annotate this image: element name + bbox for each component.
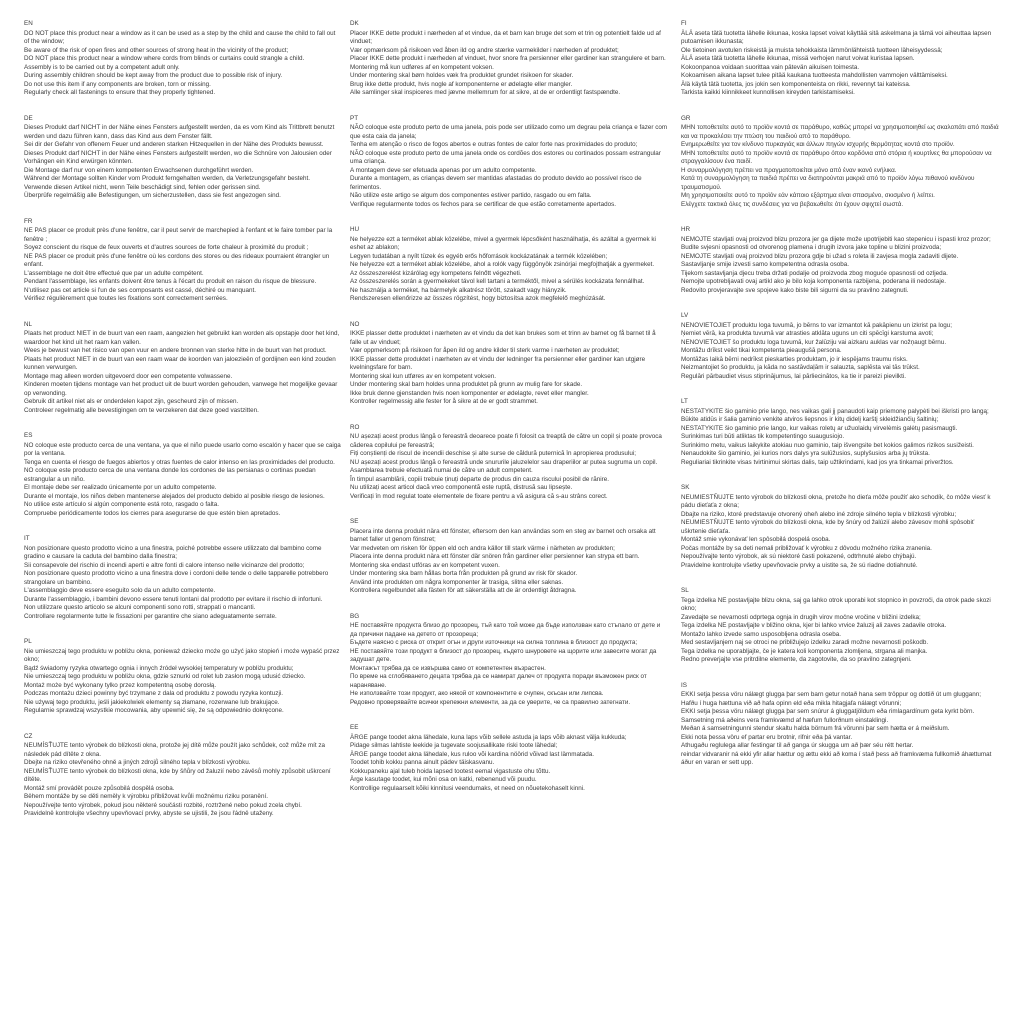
warning-line: Būkite atidūs ir šalia gaminio venkite atviros liepsnos ir kitų didelį karštį skleidžiančių šaltinių; [681, 416, 939, 423]
warning-line: Controleer regelmatig alle bevestigingen om te verzekeren dat deze goed vastzitten. [24, 406, 259, 414]
language-code: PL [24, 638, 32, 645]
column-middle [350, 20, 668, 810]
warning-line: Regularly check all fastenings to ensure that they properly tightened. [24, 89, 216, 96]
language-code: LT [681, 398, 688, 405]
warning-line: Tarkista kaikki kiinnikkeet kunnollisen kireyden tarkistamiseksi. [681, 89, 855, 96]
warning-line: Ole tietoinen avotulen riskeistä ja muista tehokkaista lämmönlähteistä tuotteen läheisyydessä; [681, 46, 943, 54]
language-section [24, 733, 342, 819]
warning-line: Nie używaj tego produktu, jeśli jakiekolwiek elementy są złamane, rozerwane lub brakujące. [24, 698, 280, 706]
warning-line: Az összeszerelést kizárólag egy kompetens felnőtt végezheti. [350, 269, 522, 277]
warning-line: Non utilizzare questo articolo se alcuni componenti sono rotti, strappati o mancanti. [24, 604, 256, 611]
warning-line: Redno preverjajte vse pritrdilne elemente, da zagotovite, da so pravilno zategnjeni. [681, 656, 912, 663]
warning-line: NE PAS placer ce produit près d'une fenêtre où les cordons des stores ou des rideaux pourraient étrangler un enfant. [24, 252, 330, 268]
language-section [681, 484, 999, 570]
warning-line: În timpul asamblării, copiii trebuie ținuți departe de produs din cauza riscului posibil de rănire. [350, 475, 610, 483]
warning-line: По време на сглобяването децата трябва да се намират далеч от продукта поради възможен риск от нараняване. [350, 673, 647, 689]
warning-line: Meðan á samsetningunni stendur skaltu halda börnum frá vörunni þar sem hætta er á meiðslum. [681, 725, 950, 732]
warning-line: Soyez conscient du risque de feux ouverts et d'autres sources de forte chaleur à proximité du produit ; [24, 244, 309, 251]
warning-line: Verwende diesen Artikel nicht, wenn Teile beschädigt sind, fehlen oder gerissen sind. [24, 183, 261, 191]
language-code: IS [681, 681, 687, 689]
warning-line: Монтажът трябва да се извършва само от компетентен възрастен. [350, 664, 546, 672]
warning-line: Placer IKKE dette produkt i nærheden af et vindue, da et barn kan bruge det som et trin og potentielt falde ud af vinduet; [350, 29, 661, 45]
warning-line: Sii consapevole del rischio di incendi aperti e altre fonti di calore intenso nelle vicinanze del prodotto; [24, 561, 305, 569]
language-section [24, 20, 342, 98]
warning-line: L'assemblaggio deve essere eseguito solo da un adulto competente. [24, 587, 216, 594]
warning-line: Die Montage darf nur von einem kompetenten Erwachsenen durchgeführt werden. [24, 166, 254, 174]
warning-line: Regularnie sprawdzaj wszystkie mocowania, aby upewnić się, że są odpowiednio dokręcone. [24, 707, 284, 714]
language-code: HU [350, 226, 360, 233]
warning-line: Budite svjesni opasnosti od otvorenog plamena i drugih izvora jake topline u blizini proizvoda; [681, 244, 942, 251]
warning-line: NO coloque este producto cerca de una ventana, ya que el niño puede usarlo como escalón y hacer que se caiga por la ventana. [24, 441, 341, 457]
warning-line: Med sestavljanjem naj se otroci ne približujejo izdelku zaradi možne nevarnosti poškodb. [681, 639, 929, 646]
warning-line: Podczas montażu dzieci powinny być trzymane z dala od produktu z powodu ryzyka kontuzji. [24, 690, 284, 697]
warning-line: Non posizionare questo prodotto vicino a una finestra, poiché potrebbe essere utilizzato dal bambino come gradino e causare la caduta del bambino dalla finestra; [24, 544, 322, 560]
warning-line: Dbajte na riziko, ktoré predstavuje otvorený oheň alebo iné zdroje silného tepla v blízkosti výrobku; [681, 510, 957, 518]
warning-line: NEMOJTE stavljati ovaj proizvod blizu prozora jer ga dijete može upotrijebiti kao stepenicu i ispasti kroz prozor; [681, 235, 991, 243]
warning-line: Non posizionare questo prodotto vicino a una finestra dove i cordoni delle tende o delle tapparelle potrebbero strangolare un bambino. [24, 570, 329, 586]
warning-line: NU așezați acest produs lângă o fereastră unde snururile jaluzelelor sau draperiilor ar putea sugruma un copil. [350, 458, 658, 466]
warning-line: A montagem deve ser efetuada apenas por um adulto competente. [350, 166, 537, 174]
warning-line: NE PAS placer ce produit près d'une fenêtre, car il peut servir de marchepied à l'enfant et le faire tomber par la fenêtre ; [24, 227, 333, 243]
warning-line: Não utilize este artigo se algum dos componentes estiver partido, rasgado ou em falta. [350, 192, 592, 199]
warning-line: Dbejte na riziko otevřeného ohně a jiných zdrojů silného tepla v blízkosti výrobku. [24, 759, 251, 766]
warning-line: Během montáže by se děti neměly k výrobku přibližovat kvůli možnému riziku poranění. [24, 793, 268, 800]
language-section [24, 321, 342, 416]
warning-line: Montering ska endast utföras av en kompetent vuxen. [350, 561, 500, 569]
language-section [681, 682, 999, 768]
warning-line: reindar vidvaranir ná ekki yfir allar hættur og ættu ekki að koma í stað þess að framkvæma fullkomið áhættumat áður en varan er sett upp. [681, 750, 992, 766]
warning-line: Kontrollige regulaarselt kõiki kinnitusi veendumaks, et need on nõuetekohaselt kinni. [350, 784, 585, 792]
language-code: SK [681, 484, 690, 491]
warning-line: ÄRGE pange toodet akna lähedale, kus ruloo või kardina nöörid võivad last lämmatada. [350, 750, 594, 758]
warning-line: El montaje debe ser realizado únicamente por un adulto competente. [24, 484, 217, 491]
warning-line: EKKI setja þessa vöru nálægt glugga þar sem barn getur notað hana sem tröppur og dottið út um gluggann; [681, 691, 981, 698]
warning-line: Montáž smie vykonávať len spôsobilá dospelá osoba. [681, 536, 831, 543]
warning-line: Regulāri pārbaudiet visus stiprinājumus, lai pārliecinātos, ka tie ir pareizi pievilkti. [681, 372, 907, 380]
warning-line: Under montering skal barn holdes unna produktet på grunn av mulig fare for skade. [350, 381, 583, 388]
warning-line: IKKE plasser dette produktet i nærheten av et vindu da det kan brukes som et trinn av barnet og få barnet til å falle ut av vinduet; [350, 330, 656, 346]
warning-line: L'assemblage ne doit être effectué que par un adulte compétent. [24, 269, 204, 277]
warning-line: Be aware of the risk of open fires and other sources of strong heat in the vicinity of the product; [24, 46, 289, 54]
warning-line: Kokkupaneku ajal tuleb hoida lapsed tootest eemal vigastuste ohu tõttu. [350, 767, 551, 775]
warning-line: NÃO coloque este produto perto de uma janela, pois pode ser utilizado como um degrau pela criança e fazer com que esta caia da janela; [350, 124, 668, 140]
warning-line: Gebruik dit artikel niet als er onderdelen kapot zijn, gescheurd zijn of missen. [24, 398, 239, 405]
warning-line: НЕ поставяйте този продукт в близост до прозорец, където шнуровете на щорите или завесите могат да задушат дете. [350, 647, 657, 663]
warning-line: Plaats het product NIET in de buurt van een raam, aangezien het gebruikt kan worden als opstapje door het kind, waardoor het kind uit het raam kan vallen. [24, 330, 340, 346]
warning-line: Ενημερωθείτε για τον κίνδυνο πυρκαγιάς και άλλων πηγών ισχυρής θερμότητας κοντά στο προϊόν. [681, 141, 955, 148]
warning-line: Durante l'assemblaggio, i bambini devono essere tenuti lontani dal prodotto per evitare il rischio di infortuni. [24, 595, 323, 603]
warning-line: Controllare regolarmente tutte le fissazioni per garantire che siano adeguatamente serrate. [24, 612, 277, 620]
warning-line: NEUMÍSŤUJTE tento výrobek do blízkosti okna, protože jej dítě může použít jako schůdek, což může mít za následek pád dítěte z okna. [24, 742, 325, 758]
warning-line: Legyen tudatában a nyílt tüzek és egyéb erős hőforrások kockázatának a termék közelében; [350, 252, 608, 260]
warning-line: Kontrollera regelbundet alla fästen för att säkerställa att de är ordentligt åtdragna. [350, 587, 577, 594]
language-code: SL [681, 587, 689, 594]
warning-line: Rendszeresen ellenőrizze az összes rögzítést, hogy biztosítsa azok megfelelő meghúzását. [350, 295, 606, 302]
warning-line: Pidage silmas lahtiste leekide ja tugevate soojusallikate riski toote lähedal; [350, 742, 558, 749]
warning-line: NENOVIETOJIET produktu loga tuvumā, jo bērns to var izmantot kā pakāpienu un izkrist pa logu; [681, 321, 953, 329]
language-section [350, 115, 668, 210]
language-code: EE [350, 724, 359, 731]
warning-line: Vær oppmerksom på risikoen for åpen ild og andre kilder til sterk varme i nærheten av produktet; [350, 347, 620, 354]
warning-line: Ne helyezze ezt a terméket ablak közelébe, mivel a gyermek lépcsőként használhatja, és azáltal a gyermek ki eshet az ablakon; [350, 235, 656, 251]
warning-line: Бъдете наясно с риска от открит огън и други източници на силна топлина в близост до продукта; [350, 639, 638, 646]
warning-line: Pravidelne kontrolujte všetky upevňovacie prvky a uistite sa, že sú riadne dotiahnuté. [681, 561, 918, 569]
warning-line: Nepoužívejte tento výrobek, pokud jsou některé součásti rozbité, roztržené nebo pokud zcela chybí. [24, 801, 302, 809]
warning-line: Placera inte denna produkt nära ett fönster, eftersom den kan användas som en steg av barnet och orsaka att barnet faller ut genom fönstret; [350, 527, 656, 543]
warning-line: During assembly children should be kept away from the product due to possible risk of injury. [24, 72, 283, 79]
warning-line: Dieses Produkt darf NICHT in der Nähe eines Fensters aufgestellt werden, da es vom Kind als Trittbrett benutzt werden und dazu führen kann, dass das Kind aus dem Fenster fällt. [24, 124, 335, 140]
language-code: GR [681, 114, 691, 122]
warning-line: DO NOT place this product near a window where cords from blinds or curtains could strangle a child. [24, 55, 305, 62]
column-left [24, 20, 342, 836]
warning-line: Pravidelně kontrolujte všechny upevňovací prvky, abyste se ujistili, že jsou řádně utaženy. [24, 810, 274, 817]
language-code: BG [350, 612, 360, 620]
warning-line: Nie umieszczaj tego produktu w pobliżu okna, gdzie sznurki od rolet lub zasłon mogą udusić dziecko. [24, 673, 306, 680]
warning-line: Ελέγχετε τακτικά όλες τις συνδέσεις για να βεβαιωθείτε ότι έχουν σφιχτεί σωστά. [681, 200, 904, 208]
warning-line: Tega izdelka NE postavljajte v bližino okna, kjer bi lahko vrvice žaluzij ali zaves zadavile otroka. [681, 622, 947, 629]
warning-line: NESTATYKITE šio gaminio prie lango, nes vaikas gali jį panaudoti kaip priemonę palypėti bei iškristi pro langą; [681, 407, 989, 415]
language-section [350, 724, 668, 793]
warning-line: Brug ikke dette produkt, hvis nogle af komponenterne er ødelagte eller mangler. [350, 80, 573, 88]
warning-line: Nemojte upotrebljavati ovaj artikl ako je bilo koja komponenta razbijena, poderana ili nedostaje. [681, 278, 946, 285]
warning-line: ÄRGE pange toodet akna lähedale, kuna laps võib sellele astuda ja laps võib aknast välja kukkuda; [350, 733, 627, 741]
warning-line: Nepoužívajte tento výrobok, ak sú niektoré časti pokazené, odtrhnuté alebo chýbajú. [681, 553, 917, 560]
warning-line: Fiți conștienți de riscul de incendii deschise și alte surse de căldură puternică în apropierea produsului; [350, 450, 636, 457]
warning-line: Ekki nota þessa vöru ef partar eru brotnir, rifnir eða þá vantar. [681, 733, 853, 741]
warning-line: Montāžu drīkst veikt tikai kompetenta pieaugušā persona. [681, 347, 842, 354]
warning-line: Während der Montage sollten Kinder vom Produkt ferngehalten werden, da Verletzungsgefahr besteht. [24, 175, 310, 182]
warning-line: Hafðu í huga hættuna við að hafa opinn eld eða mikla hitagjafa nálægt vörunni; [681, 699, 902, 707]
language-code: FI [681, 20, 687, 27]
warning-line: Nu utilizați acest articol dacă vreo componentă este ruptă, distrusă sau lipsește. [350, 484, 573, 491]
warning-line: Nie umieszczaj tego produktu w pobliżu okna, ponieważ dziecko może go użyć jako stopień i może wypaść przez okno; [24, 647, 340, 663]
warning-line: Toodet tohib kokku panna ainult pädev täiskasvanu. [350, 759, 495, 766]
warning-line: Tenha em atenção o risco de fogos abertos e outras fontes de calor forte nas proximidades do produto; [350, 141, 638, 148]
warning-line: Under montering skal børn holdes væk fra produktet grundet risikoen for skader. [350, 72, 574, 79]
language-section [350, 518, 668, 596]
warning-line: IKKE plasser dette produktet i nærheten av et vindu der ledninger fra persienner eller gardiner kan utgjøre kvelningsfare for barn. [350, 355, 646, 371]
warning-line: Sastavljanje smije izvesti samo kompetentna odrasla osoba. [681, 261, 850, 268]
warning-line: Assembly is to be carried out by a competent adult only. [24, 63, 180, 71]
warning-line: Placer IKKE dette produkt i nærheden af vinduet, hvor snore fra persienner eller gardiner kan strangulere et barn. [350, 55, 666, 62]
language-section [681, 398, 999, 467]
warning-line: DO NOT place this product near a window as it can be used as a step by the child and cause the child to fall out of the window; [24, 29, 336, 45]
warning-line: ΜΗΝ τοποθετείτε αυτό το προϊόν κοντά σε παράθυρο όπου κορδόνια από στόρια ή κουρτίνες θα μπορούσαν να στραγγαλίσουν ένα παιδί. [681, 149, 992, 165]
warning-line: Ne helyezze ezt a terméket ablak közelébe, ahol a rolók vagy függönyök zsinórjai megfojthatják a gyermeket. [350, 261, 655, 268]
warning-line: Tega izdelka NE postavljajte blizu okna, saj ga lahko otrok uporabi kot stopnico in povzroči, da otrok pade skozi okno; [681, 596, 991, 612]
warning-line: Durante el montaje, los niños deben mantenerse alejados del producto debido al posible riesgo de lesiones. [24, 492, 325, 500]
warning-line: EKKI setja þessa vöru nálægt glugga þar sem snúrur á gluggatjöldum eða rimlagardínum geta kyrkt börn. [681, 708, 975, 715]
warning-line: Редовно проверявайте всички крепежни елементи, за да се уверите, че са правилно затегнати. [350, 698, 631, 706]
language-code: DK [350, 20, 359, 27]
warning-line: Compruebe periódicamente todos los cierres para asegurarse de que estén bien apretados. [24, 509, 281, 517]
warning-line: Do not use this item if any components are broken, torn or missing. [24, 80, 211, 88]
warning-line: Montering skal kun utføres av en kompetent voksen. [350, 372, 496, 380]
warning-line: Verificați în mod regulat toate elementele de fixare pentru a vă asigura că s-au strâns corect. [350, 492, 608, 500]
language-code: NO [350, 320, 360, 328]
warning-line: Montāžas laikā bērni nedrīkst pieskarties produktam, jo ir iespējams traumu risks. [681, 355, 908, 363]
warning-line: Kokoonpanoa voidaan suorittaa vain pätevän aikuisen toimesta. [681, 63, 860, 71]
language-section [24, 432, 342, 518]
language-code: NL [24, 320, 33, 328]
language-code: DE [24, 114, 33, 122]
warning-line: Vær opmærksom på risikoen ved åben ild og andre stærke varmekilder i nærheden af produktet; [350, 46, 619, 54]
language-code: HR [681, 226, 691, 233]
warning-line: N'utilisez pas cet article si l'un de ses composants est cassé, déchiré ou manquant. [24, 286, 257, 294]
warning-line: Ne használja a terméket, ha bármelyik alkatrész törött, szakadt vagy hiányzik. [350, 286, 567, 294]
language-section [350, 321, 668, 407]
warning-line: Kontroller regelmessig alle fester for å sikre at de er godt strammet. [350, 398, 538, 405]
warning-line: Kokoamisen aikana lapset tulee pitää kaukana tuotteesta mahdollisten vammojen välttämiseksi. [681, 72, 948, 79]
warning-line: Pendant l'assemblage, les enfants doivent être tenus à l'écart du produit en raison du risque de blessure. [24, 278, 317, 285]
warning-line: Überprüfe regelmäßig alle Befestigungen, um sicherzustellen, dass sie fest angezogen sind. [24, 192, 281, 199]
warning-line: Ärge kasutage toodet, kui mõni osa on katki, rebenenud või puudu. [350, 776, 537, 783]
language-section [681, 20, 999, 98]
language-section [681, 115, 999, 210]
language-section [24, 638, 342, 716]
warning-line: NÃO coloque este produto perto de uma janela onde os cordões dos estores ou cortinados possam estrangular uma criança. [350, 149, 661, 165]
warning-line: NEUMIESTŇUJTE tento výrobok do blízkosti okna, kde by šnúry od žalúzií alebo závesov mohli spôsobiť uškrtenie dieťaťa. [681, 519, 975, 535]
warning-line: Počas montáže by sa deti nemali približovať k výrobku z dôvodu možného rizika zranenia. [681, 544, 932, 552]
language-code: PT [350, 114, 359, 122]
warning-line: Bądź świadomy ryzyka otwartego ognia i innych źródeł wysokiej temperatury w pobliżu produktu; [24, 664, 294, 672]
language-section [681, 312, 999, 381]
warning-line: Montaż może być wykonany tylko przez kompetentną osobę dorosłą. [24, 681, 217, 689]
warning-line: Surinkimo metu, vaikus laikykite atokiau nuo gaminio, taip išvengsite bet kokios galimos rizikos susižeisti. [681, 441, 974, 449]
warning-line: Reguliariai tikrinkite visas tvirtinimui skirtas dalis, taip užtikrindami, kad jos yra tinkamai priveržtos. [681, 458, 954, 466]
warning-line: Tega izdelka ne uporabljajte, če je katera koli komponenta zlomljena, strgana ali manjka. [681, 647, 928, 655]
warning-line: Använd inte produkten om några komponenter är trasiga, slitna eller saknas. [350, 578, 564, 586]
warning-line: NESTATYKITE šio gaminio prie lango, kur vaikas roletų ar užuolaidų virvelėmis galėtų pasismaugti. [681, 424, 958, 432]
warning-line: Alle samlinger skal inspiceres med jævne mellemrum for at sikre, at de er ordentligt fastspændte. [350, 89, 621, 96]
language-code: FR [24, 217, 33, 225]
warning-line: Placera inte denna produkt nära ett fönster där snören från gardiner eller persienner kan strypa ett barn. [350, 553, 640, 560]
language-code: SE [350, 518, 359, 525]
warning-line: No utilice este artículo si algún componente está roto, rasgado o falta. [24, 501, 219, 508]
warning-line: ÄLÄ aseta tätä tuotetta lähelle ikkunaa, koska lapset voivat käyttää sitä askelmana ja tämä voi aiheuttaa lapsen putoamisen ikkunasta; [681, 29, 992, 45]
warning-line: ΜΗΝ τοποθετείτε αυτό το προϊόν κοντά σε παράθυρο, καθώς μπορεί να χρησιμοποιηθεί ως σκαλοπάτι από παιδιά και να προκαλέσει την πτώση του παιδιού από το παράθυρο. [681, 124, 999, 140]
warning-line: Surinkimas turi būti atliktas tik kompetentingo suaugusiojo. [681, 433, 845, 440]
warning-line: Nenaudokite šio gaminio, jei kurios nors dalys yra sulūžusios, suplyšusios arba jų trūksta. [681, 450, 930, 457]
language-section [350, 424, 668, 502]
warning-line: Älä käytä tätä tuotetta, jos jokin sen komponenteista on rikki, revennyt tai kateissa. [681, 80, 911, 88]
language-section [681, 587, 999, 665]
language-section [24, 115, 342, 201]
language-section [350, 20, 668, 98]
warning-line: Κατά τη συναρμολόγηση τα παιδιά πρέπει να διατηρούνται μακριά από το προϊόν λόγω πιθανού κινδύνου τραυματισμού. [681, 175, 975, 191]
warning-line: Redovito provjeravajte sve spojeve kako biste bili sigurni da su pravilno zategnuti. [681, 286, 909, 294]
warning-line: Verifique regularmente todos os fechos para se certificar de que estão corretamente apertados. [350, 200, 617, 208]
warning-line: Montáž smí provádět pouze způsobilá dospělá osoba. [24, 784, 175, 792]
language-section [681, 226, 999, 295]
warning-line: Η συναρμολόγηση πρέπει να πραγματοποιείται μόνο από έναν ικανό ενήλικα. [681, 166, 897, 174]
warning-line: Не използвайте този продукт, ако някой от компонентите е счупен, скъсан или липсва. [350, 690, 604, 697]
warning-line: NEMOJTE stavljati ovaj proizvod blizu prozora gdje bi užad s roleta ili zavjesa mogla zadaviti dijete. [681, 252, 959, 260]
language-code: CZ [24, 732, 33, 740]
language-code: IT [24, 535, 30, 542]
warning-line: Plaats het product NIET in de buurt van een raam waar de koorden van jaloezieën of gordijnen een kind zouden kunnen verwurgen. [24, 355, 336, 371]
warning-line: Var medveten om risken för öppen eld och andra källor till stark värme i närheten av produkten; [350, 544, 615, 552]
warning-line: Vérifiez régulièrement que toutes les fixations sont correctement serrées. [24, 295, 228, 302]
warning-line: Zavedajte se nevarnosti odprtega ognja in drugih virov močne vročine v bližini izdelka; [681, 613, 921, 621]
warning-line: NENOVIETOJIET šo produktu loga tuvumā, kur žalūziju vai aizkaru auklas var nožņaugt bērnu. [681, 338, 947, 346]
warning-line: НЕ поставяйте продукта близо до прозорец, тъй като той може да бъде използван като стъпало от дете и да причини падане на детето от прозореца; [350, 622, 661, 638]
warning-line: Wees je bewust van het risico van open vuur en andere bronnen van sterke hitte in de buurt van het product. [24, 347, 327, 354]
warning-line: Under montering ska barn hållas borta från produkten på grund av risk för skador. [350, 570, 578, 577]
warning-line: Asamblarea trebuie efectuată numai de către un adult competent. [350, 467, 533, 474]
warning-line: Az összeszerelés során a gyermekeket távol kell tartani a terméktől, mivel a sérülés kockázata fennállhat. [350, 278, 645, 285]
warning-line: Sei dir der Gefahr von offenem Feuer und anderen starken Hitzequellen in der Nähe des Produkts bewusst. [24, 141, 324, 148]
language-code: LV [681, 312, 689, 319]
warning-line: NEUMIESTŇUJTE tento výrobok do blízkosti okna, pretože ho dieťa môže použiť ako schodík, čo môže viesť k pádu dieťaťa z okna; [681, 493, 991, 509]
warning-line: Tijekom sastavljanja djecu treba držati podalje od proizvoda zbog moguće opasnosti od ozljeda. [681, 269, 948, 277]
language-code: RO [350, 423, 360, 431]
language-section [24, 535, 342, 621]
warning-line: Dieses Produkt darf NICHT in der Nähe eines Fensters aufgestellt werden, wo die Schnüre von Jalousien oder Vorhängen ein Kind erwürgen könnten. [24, 149, 332, 165]
column-right [681, 20, 999, 785]
warning-line: Tenga en cuenta el riesgo de fuegos abiertos y otras fuentes de calor intenso en las proximidades del producto. [24, 458, 335, 466]
warning-line: Athugaðu reglulega allar festingar til að ganga úr skugga um að þær séu rétt hertar. [681, 742, 914, 749]
language-section [350, 226, 668, 304]
warning-line: NU așezați acest produs lângă o fereastră deoarece poate fi folosit ca treaptă de către un copil și poate provoca căderea copilului pe fereastră; [350, 433, 662, 449]
warning-line: Samsetning má aðeins vera framkvæmd af hæfum fullorðnum einstaklingi. [681, 716, 889, 724]
language-section [350, 613, 668, 708]
warning-line: Montažo lahko izvede samo usposobljena odrasla oseba. [681, 630, 841, 638]
warning-line: Neizmantojiet šo produktu, ja kāda no sastāvdaļām ir salauzta, saplēsta vai tās trūkst. [681, 364, 920, 371]
warning-line: Durante a montagem, as crianças devem ser mantidas afastadas do produto devido ao possível risco de ferimentos. [350, 175, 642, 191]
warning-line: NEUMÍSŤUJTE tento výrobek do blízkosti okna, kde by šňůry od žaluzií nebo závěsů mohly způsobit uškrcení dítěte. [24, 767, 331, 783]
language-code: EN [24, 20, 33, 27]
warning-line: Montering må kun udføres af en kompetent voksen. [350, 63, 494, 71]
language-section [24, 218, 342, 304]
warning-line: Montage mag alleen worden uitgevoerd door een competente volwassene. [24, 372, 233, 380]
warning-line: ÄLÄ aseta tätä tuotetta lähelle ikkunaa, missä verhojen narut voivat kuristaa lapsen. [681, 55, 915, 62]
warning-line: NO coloque este producto cerca de una ventana donde los cordones de las persianas o cortinas puedan estrangular a un niño. [24, 467, 316, 483]
warning-line: Ņemiet vērā, ka produkta tuvumā var atrasties atklāta uguns un citi spēcīgi karstuma avoti; [681, 330, 934, 337]
warning-line: Ikke bruk denne gjenstanden hvis noen komponenter er ødelagte, revet eller mangler. [350, 389, 589, 397]
language-code: ES [24, 432, 33, 439]
warning-line: Kinderen moeten tijdens montage van het product uit de buurt worden gehouden, vanwege het mogelijke gevaar op verwonding. [24, 381, 338, 397]
warning-line: Μη χρησιμοποιείτε αυτό το προϊόν εάν κάποιο εξάρτημα είναι σπασμένο, σκισμένο ή λείπει. [681, 192, 935, 199]
